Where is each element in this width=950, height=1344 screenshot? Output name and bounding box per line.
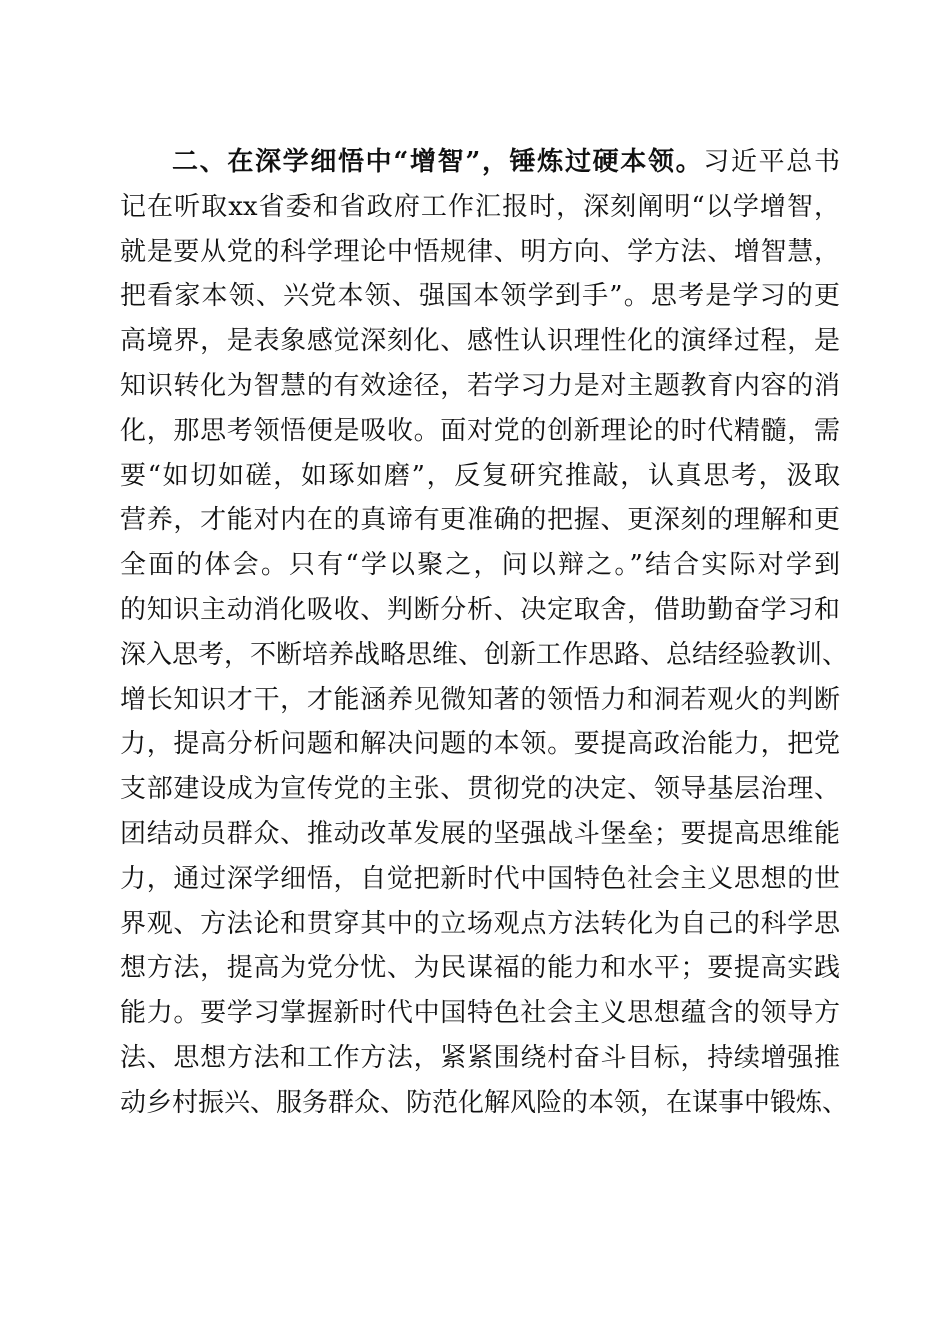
paragraph-line: 深入思考，不断培养战略思维、创新工作思路、总结经验教训、	[120, 639, 849, 670]
paragraph-line: 化，那思考领悟便是吸收。面对党的创新理论的时代精髓，需	[120, 415, 840, 446]
paragraph-line: 能力。要学习掌握新时代中国特色社会主义思想蕴含的领导方	[120, 998, 840, 1029]
paragraph-line-1	[120, 140, 840, 185]
paragraph-line: 法、思想方法和工作方法，紧紧围绕村奋斗目标，持续增强推	[120, 1042, 840, 1073]
paragraph-line: 动乡村振兴、服务群众、防范化解风险的本领，在谋事中锻炼、	[120, 1087, 849, 1118]
paragraph-line: 的知识主动消化吸收、判断分析、决定取舍，借助勤奋学习和	[120, 594, 840, 625]
paragraph-line: 记在听取xx省委和省政府工作汇报时，深刻阐明“以学增智，	[120, 191, 840, 222]
paragraph-line: 高境界，是表象感觉深刻化、感性认识理性化的演绎过程，是	[120, 326, 840, 357]
body-paragraph	[120, 140, 849, 1126]
paragraph-line: 把看家本领、兴党本领、强国本领学到手”。思考是学习的更	[120, 281, 840, 312]
paragraph-line: 增长知识才干，才能涵养见微知著的领悟力和洞若观火的判断	[120, 684, 840, 715]
paragraph-line: 知识转化为智慧的有效途径，若学习力是对主题教育内容的消	[120, 370, 840, 401]
paragraph-line: 力，提高分析问题和解决问题的本领。要提高政治能力，把党	[120, 729, 840, 760]
paragraph-line: 界观、方法论和贯穿其中的立场观点方法转化为自己的科学思	[120, 908, 840, 939]
line-text: 习近平总书	[703, 147, 840, 177]
paragraph-line: 想方法，提高为党分忧、为民谋福的能力和水平；要提高实践	[120, 953, 840, 984]
paragraph-line: 全面的体会。只有“学以聚之，问以辩之。”结合实际对学到	[120, 550, 840, 581]
section-heading: 二、在深学细悟中“增智”，锤炼过硬本领。	[172, 147, 704, 177]
paragraph-line: 支部建设成为宣传党的主张、贯彻党的决定、领导基层治理、	[120, 774, 840, 805]
paragraph-line: 要“如切如磋，如琢如磨”，反复研究推敲，认真思考，汲取	[120, 460, 840, 491]
paragraph-line: 团结动员群众、推动改革发展的坚强战斗堡垒；要提高思维能	[120, 818, 840, 849]
paragraph-line: 营养，才能对内在的真谛有更准确的把握、更深刻的理解和更	[120, 505, 840, 536]
paragraph-line: 就是要从党的科学理论中悟规律、明方向、学方法、增智慧，	[120, 236, 840, 267]
paragraph-line: 力，通过深学细悟，自觉把新时代中国特色社会主义思想的世	[120, 863, 840, 894]
